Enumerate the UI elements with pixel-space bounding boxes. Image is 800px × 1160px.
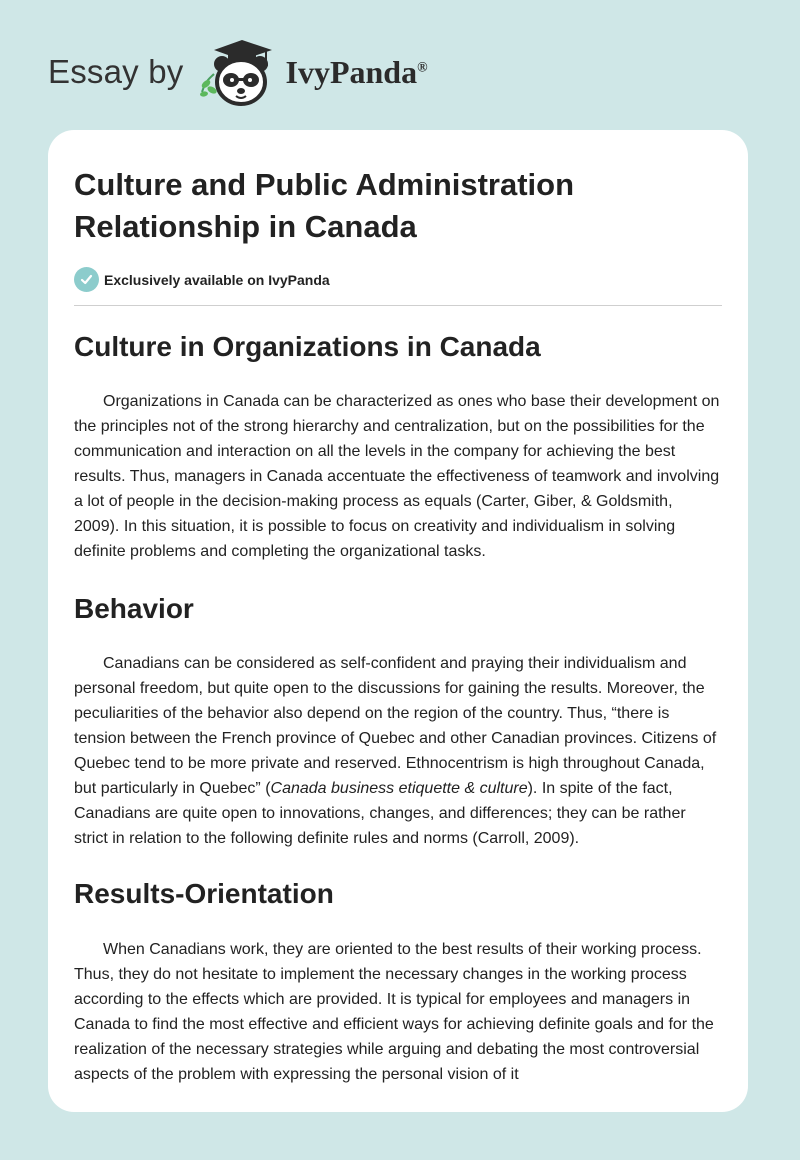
divider — [74, 305, 722, 306]
brand-name: IvyPanda® — [285, 53, 428, 90]
article-card — [48, 130, 748, 1112]
exclusive-label: Exclusively available on IvyPanda — [104, 271, 330, 288]
check-icon — [74, 267, 99, 292]
section-heading: Behavior — [74, 593, 194, 624]
section-heading: Culture in Organizations in Canada — [74, 331, 541, 362]
registered-mark: ® — [417, 59, 428, 75]
panda-graduate-icon — [194, 34, 282, 110]
citation-title: Canada business etiquette & culture — [270, 780, 528, 797]
exclusive-badge — [74, 267, 722, 292]
site-header — [48, 34, 428, 110]
section-paragraph: Canadians can be considered as self-confident and praying their individualism and personal freedom, but quite open to the discussions for gaining the results. Moreover, the peculiarities of the behavior also depend on the region of the country. Thus, “there is tension between the French province of Quebec and other Canadian provinces. Citizens of Quebec tend to be more private and reserved. Ethnocentrism is high throughout Canada, but particularly in Quebec” (Canada business etiquette & culture). In spite of the fact, Canadians are quite open to innovations, changes, and differences; they can be rather strict in relation to the following definite rules and norms (Carroll, 2009). — [74, 655, 717, 847]
section-paragraph: When Canadians work, they are oriented to the best results of their working process. Thus, they do not hesitate to implement the necessary changes in the working process according to the effects which are provided. It is typical for employees and managers in Canada to find the most effective and efficient ways for achieving definite goals and for the realization of the necessary strategies while arguing and debating the most controversial aspects of the problem with expressing the personal vision of it — [74, 941, 714, 1083]
article-title: Culture and Public Administration Relationship in Canada — [74, 167, 575, 244]
essay-by-label: Essay by — [48, 53, 184, 90]
section-paragraph: Organizations in Canada can be characterized as ones who base their development on the principles not of the strong hierarchy and centralization, but on the possibilities for the communication and interaction on all the levels in the company for achieving the best results. Thus, managers in Canada accentuate the effectiveness of teamwork and involving a lot of people in the decision-making process as equals (Carter, Giber, & Goldsmith, 2009). In this situation, it is possible to focus on creativity and individualism in solving definite problems and completing the organizational tasks. — [74, 393, 720, 560]
section-heading: Results-Orientation — [74, 878, 334, 909]
